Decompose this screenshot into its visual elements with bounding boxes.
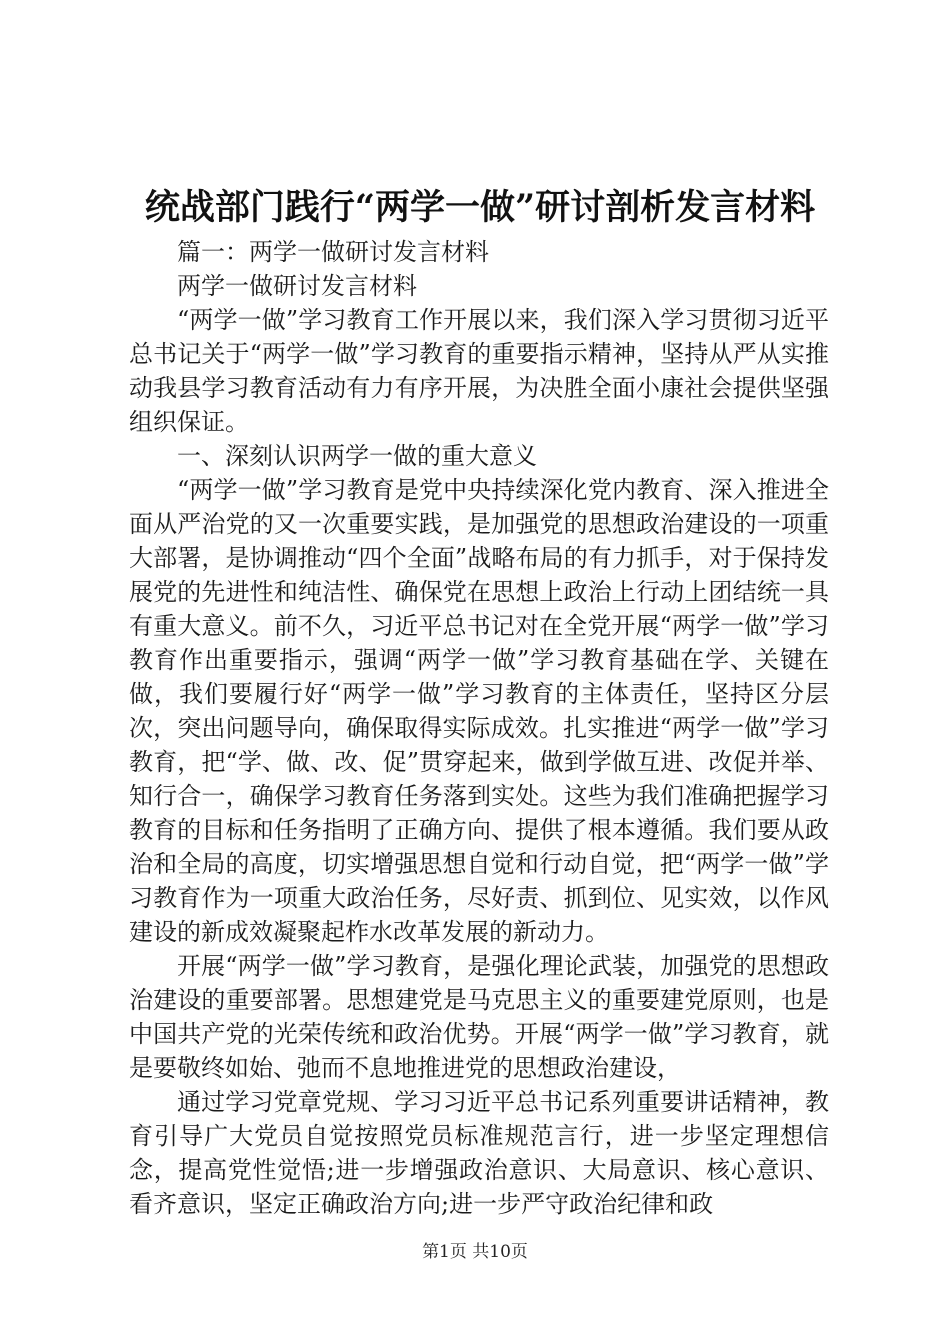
paragraph-heading-one: 一、深刻认识两学一做的重大意义 <box>177 442 537 470</box>
paragraph-intro: “两学一做”学习教育工作开展以来，我们深入学习贯彻习近平总书记关于“两学一做”学习教育的重要指示精神，坚持从严从实推动我县学习教育活动有力有序开展，为决胜全面小康社会提供坚强组织保证。 <box>129 306 829 436</box>
paragraph-section-label: 篇一：两学一做研讨发言材料 <box>177 238 489 266</box>
paragraph-significance: “两学一做”学习教育是党中央持续深化党内教育、深入推进全面从严治党的又一次重要实践，是加强党的思想政治建设的一项重大部署，是协调推动“四个全面”战略布局的有力抓手，对于保持发展党的先进性和纯洁性、确保党在思想上政治上行动上团结统一具有重大意义。前不久，习近平总书记对在全党开展“两学一做”学习教育作出重要指示，强调“两学一做”学习教育基础在学、关键在做，我们要履行好“两学一做”学习教育的主体责任，坚持区分层次，突出问题导向，确保取得实际成效。扎实推进“两学一做”学习教育，把“学、做、改、促”贯穿起来，做到学做互进、改促并举、知行合一，确保学习教育任务落到实处。这些为我们准确把握学习教育的目标和任务指明了正确方向、提供了根本遵循。我们要从政治和全局的高度，切实增强思想自觉和行动自觉，把“两学一做”学习教育作为一项重大政治任务，尽好责、抓到位、见实效，以作风建设的新成效凝聚起柞水改革发展的新动力。 <box>129 476 829 946</box>
paragraph-study: 通过学习党章党规、学习习近平总书记系列重要讲话精神，教育引导广大党员自觉按照党员标准规范言行，进一步坚定理想信念，提高党性觉悟;进一步增强政治意识、大局意识、核心意识、看齐意识，坚定正确政治方向;进一步严守政治纪律和政 <box>129 1088 829 1218</box>
paragraph-subtitle: 两学一做研讨发言材料 <box>177 272 417 300</box>
document-title: 统战部门践行“两学一做”研讨剖析发言材料 <box>144 187 816 228</box>
page-footer: 第1页 共10页 <box>422 1242 528 1262</box>
paragraph-theory: 开展“两学一做”学习教育，是强化理论武装，加强党的思想政治建设的重要部署。思想建党是马克思主义的重要建党原则，也是中国共产党的光荣传统和政治优势。开展“两学一做”学习教育，就是要敬终如始、弛而不息地推进党的思想政治建设， <box>129 952 829 1082</box>
document-body <box>129 235 829 1221</box>
